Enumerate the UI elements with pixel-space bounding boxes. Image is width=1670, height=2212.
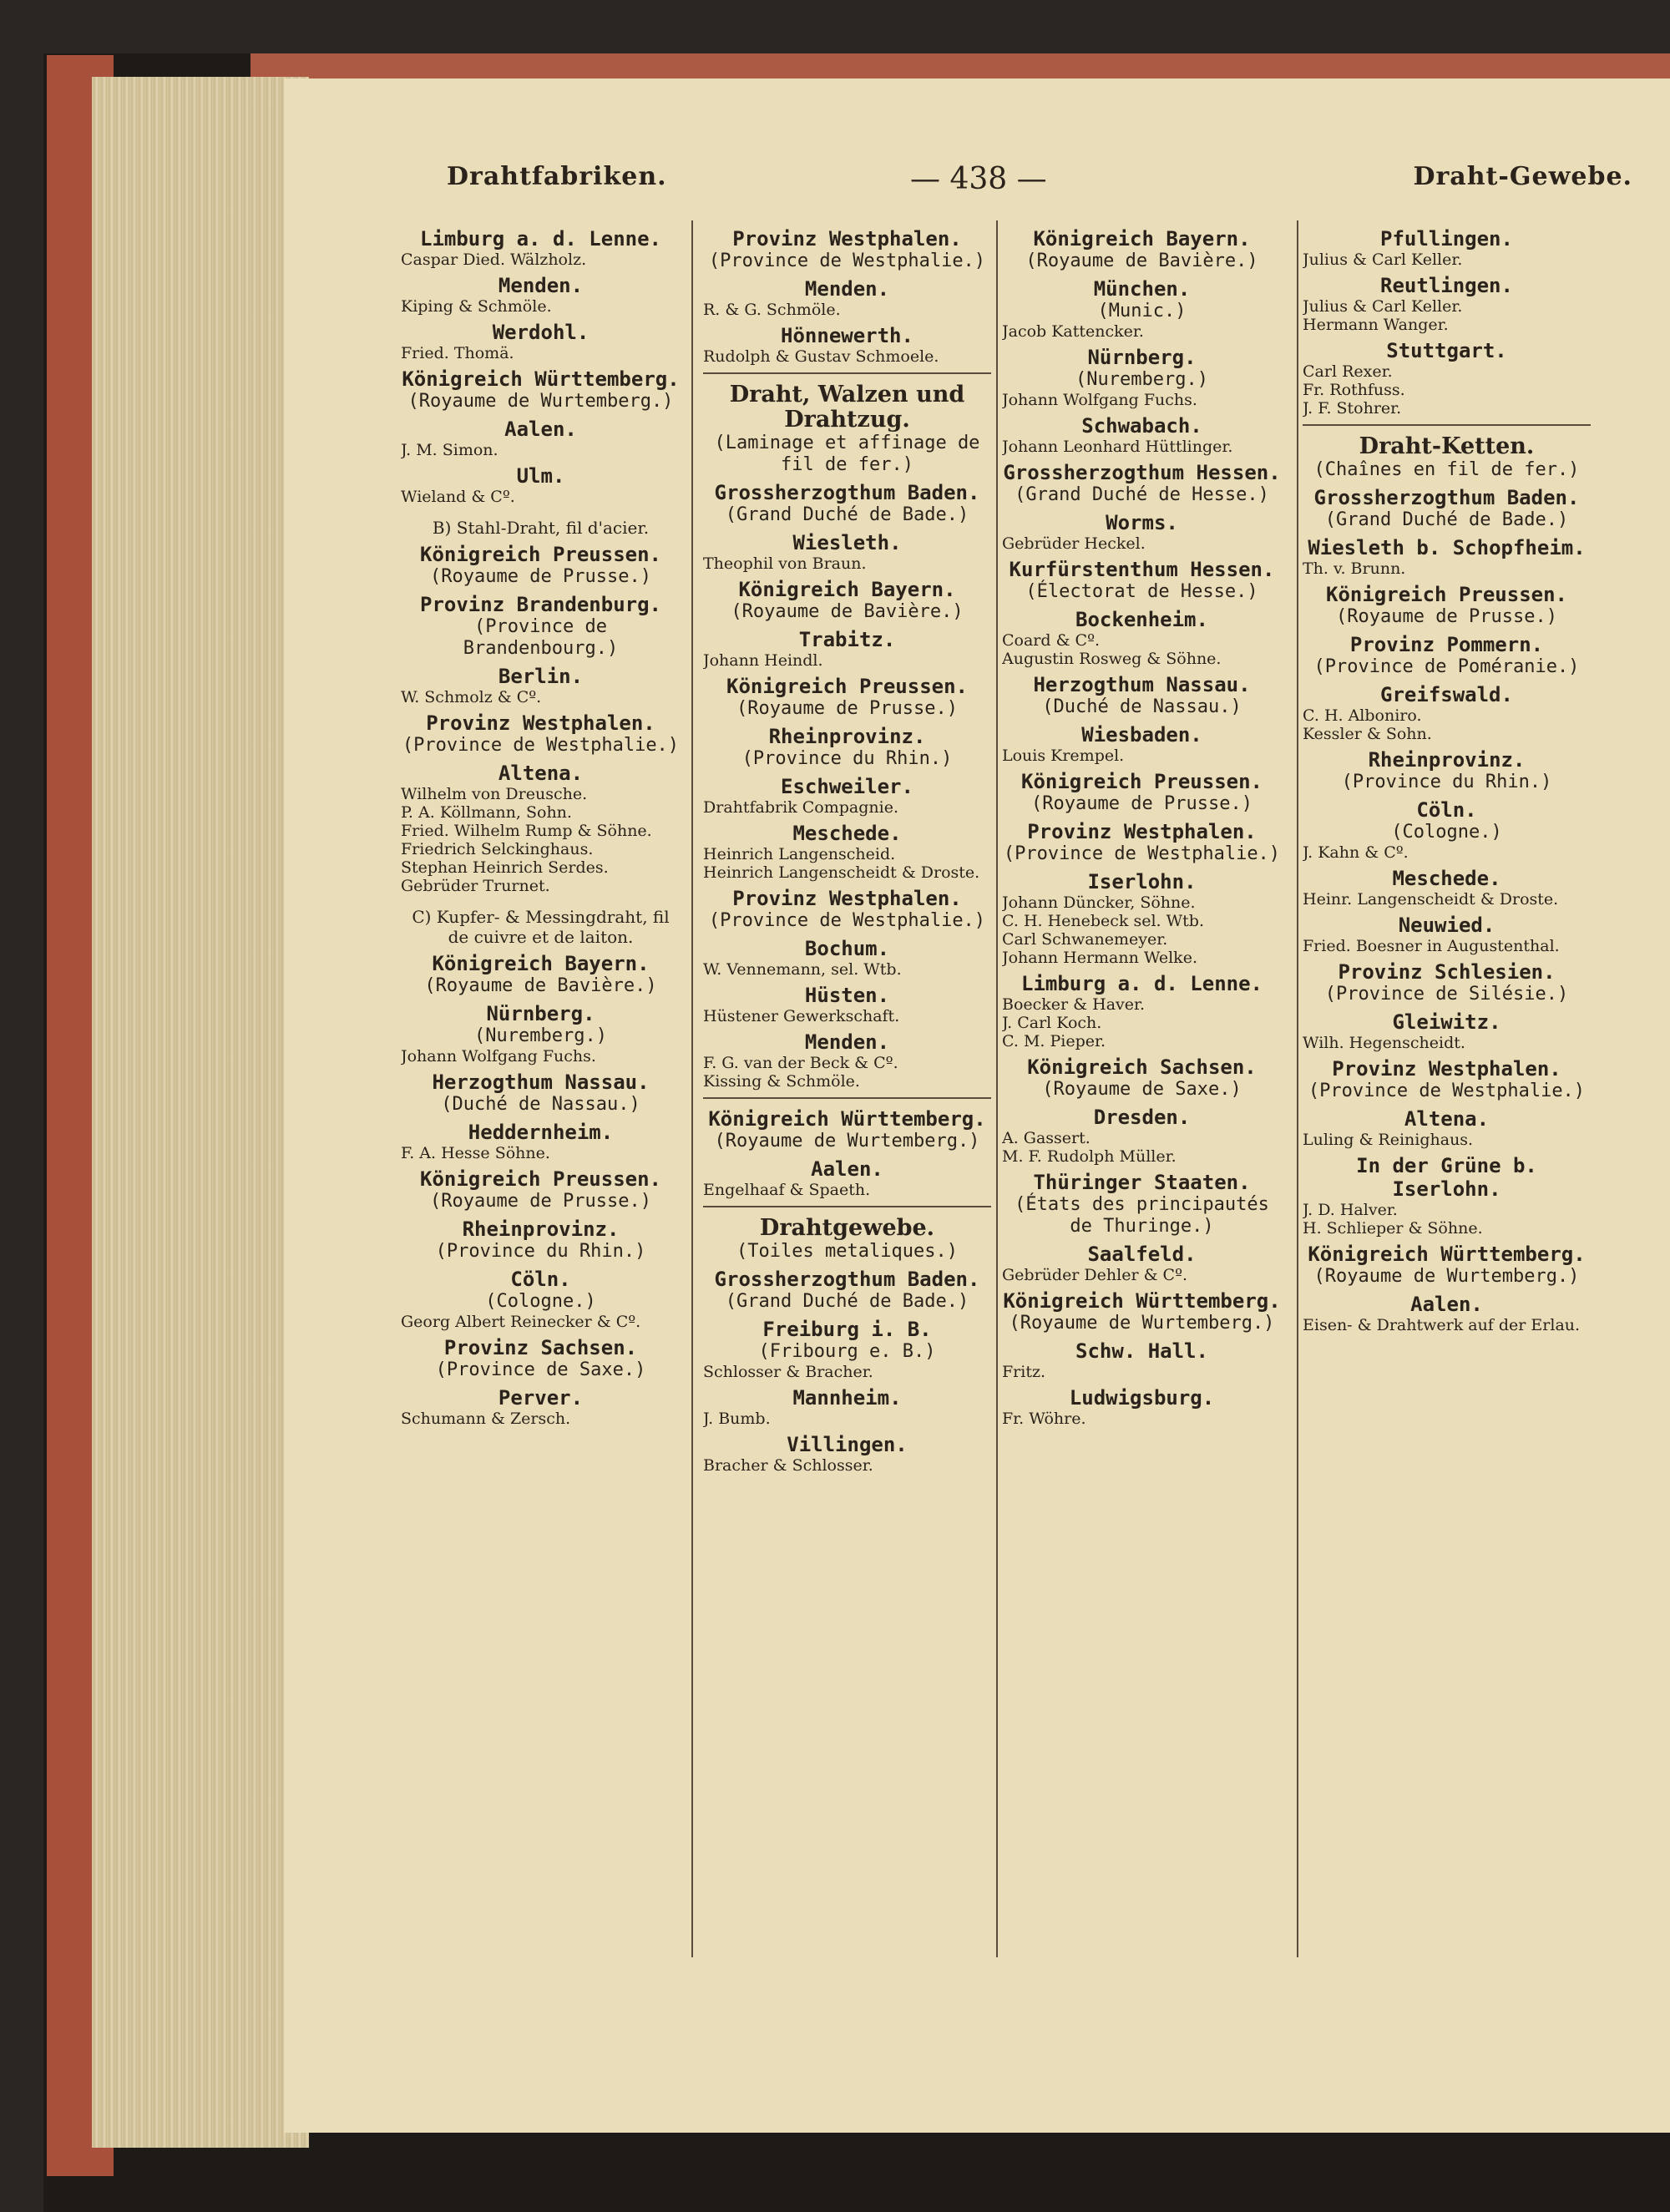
location-heading: Limburg a. d. Lenne. bbox=[420, 227, 661, 251]
firm-entry: Hermann Wanger. bbox=[1303, 316, 1449, 334]
location-heading: Aalen. bbox=[504, 418, 577, 441]
location-heading: Grossherzogthum Baden. bbox=[714, 1268, 980, 1291]
location-heading: Königreich Preussen. bbox=[420, 1167, 661, 1191]
location-heading: Mannheim. bbox=[792, 1386, 902, 1410]
location-heading: Königreich Sachsen. bbox=[1027, 1055, 1257, 1079]
location-heading: Königreich Preussen. bbox=[1326, 583, 1567, 606]
location-heading: Altena. bbox=[498, 762, 584, 785]
location-heading: Königreich Preussen. bbox=[1021, 770, 1263, 793]
firm-entry: H. Schlieper & Söhne. bbox=[1303, 1219, 1483, 1238]
location-heading: Provinz Westphalen. bbox=[732, 887, 962, 910]
column-2 bbox=[703, 222, 991, 1942]
location-heading: Gleiwitz. bbox=[1392, 1010, 1501, 1034]
column-1 bbox=[401, 222, 681, 1942]
firm-entry: Heinrich Langenscheid. bbox=[703, 845, 896, 863]
firm-entry: Schumann & Zersch. bbox=[401, 1410, 571, 1428]
region-subtitle: (Duché de Nassau.) bbox=[1042, 696, 1242, 717]
firm-entry: Schlosser & Bracher. bbox=[703, 1363, 873, 1381]
running-head-right: Draht-Gewebe. bbox=[1413, 162, 1632, 191]
location-heading: Provinz Westphalen. bbox=[1332, 1057, 1561, 1081]
page-edges bbox=[92, 77, 309, 2148]
location-heading: Berlin. bbox=[498, 665, 584, 688]
region-subtitle: (Province de Silésie.) bbox=[1324, 984, 1569, 1005]
location-heading: Provinz Schlesien. bbox=[1338, 960, 1556, 984]
location-heading: Bochum. bbox=[804, 937, 890, 960]
region-subtitle: (Royaume de Prusse.) bbox=[1031, 793, 1252, 814]
firm-entry: Jacob Kattencker. bbox=[1002, 322, 1144, 341]
region-subtitle: (Royaume de Prusse.) bbox=[430, 566, 651, 587]
firm-entry: F. A. Hesse Söhne. bbox=[401, 1144, 550, 1162]
location-heading: Greifswald. bbox=[1380, 683, 1513, 706]
firm-entry: Gebrüder Dehler & Cº. bbox=[1002, 1266, 1188, 1284]
location-heading: Hüsten. bbox=[804, 984, 890, 1007]
location-heading: Freiburg i. B. bbox=[762, 1318, 932, 1341]
firm-entry: Rudolph & Gustav Schmoele. bbox=[703, 347, 939, 366]
firm-entry: Johann Wolfgang Fuchs. bbox=[401, 1047, 596, 1066]
location-heading: Menden. bbox=[804, 1030, 890, 1054]
location-heading: Iserlohn. bbox=[1087, 870, 1197, 893]
page-number: — 438 — bbox=[910, 162, 1047, 196]
region-subtitle: (Royaume de Wurtemberg.) bbox=[1313, 1266, 1580, 1287]
region-subtitle: (Chaînes en fil de fer.) bbox=[1313, 459, 1580, 480]
firm-entry: Kiping & Schmöle. bbox=[401, 297, 552, 316]
firm-entry: Julius & Carl Keller. bbox=[1303, 297, 1463, 316]
location-heading: Menden. bbox=[498, 274, 584, 297]
location-heading: Herzogthum Nassau. bbox=[1033, 673, 1251, 696]
firm-entry: M. F. Rudolph Müller. bbox=[1002, 1147, 1177, 1166]
section-rule bbox=[703, 1097, 991, 1099]
firm-entry: Carl Schwanemeyer. bbox=[1002, 930, 1168, 949]
location-heading: Wiesbaden. bbox=[1081, 723, 1202, 747]
region-subtitle: (Province de Westphalie.) bbox=[1003, 843, 1281, 864]
region-subtitle: (Province de Westphalie.) bbox=[402, 735, 680, 756]
firm-entry: C. H. Henebeck sel. Wtb. bbox=[1002, 912, 1204, 930]
location-heading: Saalfeld. bbox=[1087, 1243, 1197, 1266]
firm-entry: Drahtfabrik Compagnie. bbox=[703, 798, 898, 817]
region-subtitle: (Grand Duché de Bade.) bbox=[725, 504, 969, 525]
region-subtitle: (Royaume de Wurtemberg.) bbox=[1009, 1313, 1275, 1334]
region-subtitle: (Royaume de Saxe.) bbox=[1042, 1079, 1242, 1100]
firm-entry: W. Schmolz & Cº. bbox=[401, 688, 542, 706]
section-heading: Drahtgewebe. bbox=[759, 1215, 935, 1241]
region-subtitle: (Royaume de Wurtemberg.) bbox=[714, 1131, 980, 1152]
location-heading: Heddernheim. bbox=[468, 1121, 614, 1144]
location-heading: Provinz Brandenburg. bbox=[420, 593, 661, 616]
firm-entry: A. Gassert. bbox=[1002, 1129, 1091, 1147]
firm-entry: Coard & Cº. bbox=[1002, 631, 1101, 650]
location-heading: Aalen. bbox=[811, 1157, 883, 1181]
location-heading: Provinz Westphalen. bbox=[426, 711, 655, 735]
firm-entry: Engelhaaf & Spaeth. bbox=[703, 1181, 871, 1199]
location-heading: Altena. bbox=[1404, 1107, 1490, 1131]
firm-entry: Kissing & Schmöle. bbox=[703, 1072, 860, 1091]
page bbox=[284, 78, 1670, 2133]
location-heading: Eschweiler. bbox=[781, 775, 913, 798]
firm-entry: Heinr. Langenscheidt & Droste. bbox=[1303, 890, 1559, 909]
location-heading: Hönnewerth. bbox=[781, 324, 913, 347]
location-heading: Grossherzogthum Baden. bbox=[714, 481, 980, 504]
region-subtitle: (Province du Rhin.) bbox=[435, 1241, 646, 1262]
firm-entry: Theophil von Braun. bbox=[703, 554, 867, 573]
firm-entry: Fried. Boesner in Augustenthal. bbox=[1303, 937, 1560, 955]
location-heading: Provinz Westphalen. bbox=[732, 227, 962, 251]
region-subtitle: (Royaume de Wurtemberg.) bbox=[407, 391, 674, 412]
firm-entry: Wieland & Cº. bbox=[401, 488, 515, 506]
location-heading: Stuttgart. bbox=[1386, 339, 1507, 362]
firm-entry: Gebrüder Heckel. bbox=[1002, 534, 1146, 553]
location-heading: Villingen. bbox=[787, 1433, 908, 1456]
region-subtitle: (Munic.) bbox=[1097, 301, 1187, 321]
firm-entry: Stephan Heinrich Serdes. bbox=[401, 858, 609, 877]
column-divider bbox=[996, 220, 998, 1957]
firm-entry: Johann Düncker, Söhne. bbox=[1002, 893, 1196, 912]
location-heading: Wiesleth. bbox=[792, 531, 902, 554]
region-subtitle: (États des principautés de Thuringe.) bbox=[1015, 1194, 1269, 1237]
section-rule bbox=[703, 1206, 991, 1207]
section-rule bbox=[703, 372, 991, 374]
firm-entry: Hüstener Gewerkschaft. bbox=[703, 1007, 900, 1025]
location-heading: Trabitz. bbox=[798, 628, 896, 651]
firm-entry: Johann Heindl. bbox=[703, 651, 823, 670]
firm-entry: J. D. Halver. bbox=[1303, 1201, 1398, 1219]
firm-entry: Eisen- & Drahtwerk auf der Erlau. bbox=[1303, 1316, 1581, 1334]
firm-entry: Bracher & Schlosser. bbox=[703, 1456, 873, 1475]
location-heading: Cöln. bbox=[510, 1268, 571, 1291]
section-heading: Draht, Walzen und Drahtzug. bbox=[729, 382, 965, 433]
region-subtitle: (Duché de Nassau.) bbox=[441, 1094, 640, 1115]
firm-entry: Fried. Thomä. bbox=[401, 344, 514, 362]
region-subtitle: (Province de Brandenbourg.) bbox=[463, 616, 619, 659]
section-heading: Draht-Ketten. bbox=[1359, 433, 1535, 459]
firm-entry: J. Carl Koch. bbox=[1002, 1014, 1102, 1032]
firm-entry: Johann Hermann Welke. bbox=[1002, 949, 1197, 967]
firm-entry: Julius & Carl Keller. bbox=[1303, 251, 1463, 269]
location-heading: Grossherzogthum Hessen. bbox=[1003, 461, 1281, 484]
region-subtitle: (Royaume de Prusse.) bbox=[430, 1191, 651, 1212]
location-heading: Werdohl. bbox=[492, 321, 590, 344]
region-subtitle: (Fribourg e. B.) bbox=[758, 1341, 936, 1362]
region-subtitle: (Province de Westphalie.) bbox=[1308, 1081, 1586, 1101]
location-heading: Menden. bbox=[804, 277, 890, 301]
location-heading: Provinz Pommern. bbox=[1349, 633, 1544, 656]
region-subtitle: (Province de Westphalie.) bbox=[708, 251, 986, 271]
running-head-left: Drahtfabriken. bbox=[447, 162, 667, 191]
firm-entry: Augustin Rosweg & Söhne. bbox=[1002, 650, 1222, 668]
location-heading: Pfullingen. bbox=[1380, 227, 1513, 251]
location-heading: Reutlingen. bbox=[1380, 274, 1513, 297]
region-subtitle: (Grand Duché de Bade.) bbox=[725, 1291, 969, 1312]
firm-entry: P. A. Köllmann, Sohn. bbox=[401, 803, 572, 822]
region-subtitle: (Province de Westphalie.) bbox=[708, 910, 986, 931]
location-heading: Provinz Westphalen. bbox=[1027, 820, 1257, 843]
firm-entry: Fr. Rothfuss. bbox=[1303, 381, 1405, 399]
location-heading: Königreich Preussen. bbox=[420, 543, 661, 566]
region-subtitle: (Province de Saxe.) bbox=[435, 1359, 646, 1380]
region-subtitle: (Royaume de Prusse.) bbox=[736, 698, 958, 719]
location-heading: Königreich Bayern. bbox=[1033, 227, 1251, 251]
region-subtitle: (Province du Rhin.) bbox=[741, 748, 953, 769]
region-subtitle: (Province de Poméranie.) bbox=[1313, 656, 1580, 677]
location-heading: Dresden. bbox=[1093, 1106, 1191, 1129]
region-subtitle: (Cologne.) bbox=[1391, 822, 1502, 843]
location-heading: Kurfürstenthum Hessen. bbox=[1009, 558, 1275, 581]
category-note: C) Kupfer- & Messingdraht, fil de cuivre et de laiton. bbox=[412, 907, 670, 947]
firm-entry: Georg Albert Reinecker & Cº. bbox=[401, 1313, 641, 1331]
column-divider bbox=[691, 220, 693, 1957]
region-subtitle: (Royaume de Prusse.) bbox=[1336, 606, 1557, 627]
firm-entry: Louis Krempel. bbox=[1002, 747, 1125, 765]
firm-entry: J. Bumb. bbox=[703, 1410, 771, 1428]
region-subtitle: (Royaume de Bavière.) bbox=[424, 975, 657, 996]
location-heading: Königreich Württemberg. bbox=[402, 367, 680, 391]
firm-entry: J. M. Simon. bbox=[401, 441, 498, 459]
location-heading: Königreich Bayern. bbox=[432, 952, 650, 975]
location-heading: Perver. bbox=[498, 1386, 584, 1410]
firm-entry: Wilhelm von Dreusche. bbox=[401, 785, 588, 803]
firm-entry: Gebrüder Trurnet. bbox=[401, 877, 550, 895]
section-rule bbox=[1303, 424, 1591, 426]
location-heading: Provinz Sachsen. bbox=[443, 1336, 638, 1359]
firm-entry: Boecker & Haver. bbox=[1002, 995, 1146, 1014]
location-heading: Cöln. bbox=[1416, 798, 1477, 822]
region-subtitle: (Toiles metaliques.) bbox=[736, 1241, 958, 1262]
location-heading: Königreich Württemberg. bbox=[1003, 1289, 1281, 1313]
firm-entry: Luling & Reinighaus. bbox=[1303, 1131, 1474, 1149]
location-heading: Schw. Hall. bbox=[1075, 1339, 1208, 1363]
firm-entry: Friedrich Selckinghaus. bbox=[401, 840, 594, 858]
category-note: B) Stahl-Draht, fil d'acier. bbox=[432, 518, 650, 538]
location-heading: Königreich Bayern. bbox=[738, 578, 956, 601]
column-divider bbox=[1297, 220, 1298, 1957]
location-heading: Meschede. bbox=[1392, 867, 1501, 890]
region-subtitle: (Grand Duché de Hesse.) bbox=[1015, 484, 1269, 505]
location-heading: Schwabach. bbox=[1081, 414, 1202, 438]
region-subtitle: (Nuremberg.) bbox=[1075, 369, 1208, 390]
firm-entry: C. M. Pieper. bbox=[1002, 1032, 1106, 1050]
location-heading: Grossherzogthum Baden. bbox=[1313, 486, 1580, 509]
location-heading: Limburg a. d. Lenne. bbox=[1021, 972, 1263, 995]
firm-entry: Kessler & Sohn. bbox=[1303, 725, 1432, 743]
location-heading: Königreich Württemberg. bbox=[708, 1107, 986, 1131]
region-subtitle: (Cologne.) bbox=[485, 1291, 596, 1312]
location-heading: Königreich Preussen. bbox=[726, 675, 968, 698]
location-heading: Neuwied. bbox=[1398, 914, 1495, 937]
firm-entry: Carl Rexer. bbox=[1303, 362, 1393, 381]
firm-entry: Th. v. Brunn. bbox=[1303, 559, 1406, 578]
location-heading: Königreich Württemberg. bbox=[1308, 1243, 1586, 1266]
location-heading: Worms. bbox=[1106, 511, 1178, 534]
location-heading: Rheinprovinz. bbox=[768, 725, 926, 748]
region-subtitle: (Royaume de Bavière.) bbox=[1025, 251, 1258, 271]
firm-entry: W. Vennemann, sel. Wtb. bbox=[703, 960, 902, 979]
firm-entry: Johann Wolfgang Fuchs. bbox=[1002, 391, 1197, 409]
location-heading: Thüringer Staaten. bbox=[1033, 1171, 1251, 1194]
location-heading: Ulm. bbox=[516, 464, 565, 488]
location-heading: Bockenheim. bbox=[1075, 608, 1208, 631]
firm-entry: Caspar Died. Wälzholz. bbox=[401, 251, 587, 269]
firm-entry: Fried. Wilhelm Rump & Söhne. bbox=[401, 822, 652, 840]
firm-entry: J. F. Stohrer. bbox=[1303, 399, 1402, 418]
location-heading: Nürnberg. bbox=[486, 1002, 595, 1025]
region-subtitle: (Laminage et affinage de fil de fer.) bbox=[714, 433, 980, 475]
firm-entry: F. G. van der Beck & Cº. bbox=[703, 1054, 898, 1072]
firm-entry: C. H. Alboniro. bbox=[1303, 706, 1422, 725]
location-heading: In der Grüne b. Iserlohn. bbox=[1356, 1154, 1537, 1201]
column-3 bbox=[1002, 222, 1282, 1942]
region-subtitle: (Électorat de Hesse.) bbox=[1025, 581, 1258, 602]
region-subtitle: (Royaume de Bavière.) bbox=[731, 601, 964, 622]
region-subtitle: (Grand Duché de Bade.) bbox=[1324, 509, 1569, 530]
region-subtitle: (Province du Rhin.) bbox=[1341, 772, 1552, 792]
location-heading: München. bbox=[1093, 277, 1191, 301]
firm-entry: J. Kahn & Cº. bbox=[1303, 843, 1409, 862]
firm-entry: Fr. Wöhre. bbox=[1002, 1410, 1086, 1428]
region-subtitle: (Nuremberg.) bbox=[474, 1025, 607, 1046]
location-heading: Rheinprovinz. bbox=[1368, 748, 1526, 772]
location-heading: Rheinprovinz. bbox=[462, 1217, 620, 1241]
location-heading: Wiesleth b. Schopfheim. bbox=[1308, 536, 1586, 559]
location-heading: Meschede. bbox=[792, 822, 902, 845]
location-heading: Ludwigsburg. bbox=[1069, 1386, 1215, 1410]
column-4 bbox=[1303, 222, 1591, 1942]
location-heading: Aalen. bbox=[1410, 1293, 1483, 1316]
firm-entry: R. & G. Schmöle. bbox=[703, 301, 841, 319]
firm-entry: Fritz. bbox=[1002, 1363, 1046, 1381]
location-heading: Herzogthum Nassau. bbox=[432, 1071, 650, 1094]
firm-entry: Wilh. Hegenscheidt. bbox=[1303, 1034, 1465, 1052]
location-heading: Nürnberg. bbox=[1087, 346, 1197, 369]
firm-entry: Johann Leonhard Hüttlinger. bbox=[1002, 438, 1233, 456]
firm-entry: Heinrich Langenscheidt & Droste. bbox=[703, 863, 980, 882]
